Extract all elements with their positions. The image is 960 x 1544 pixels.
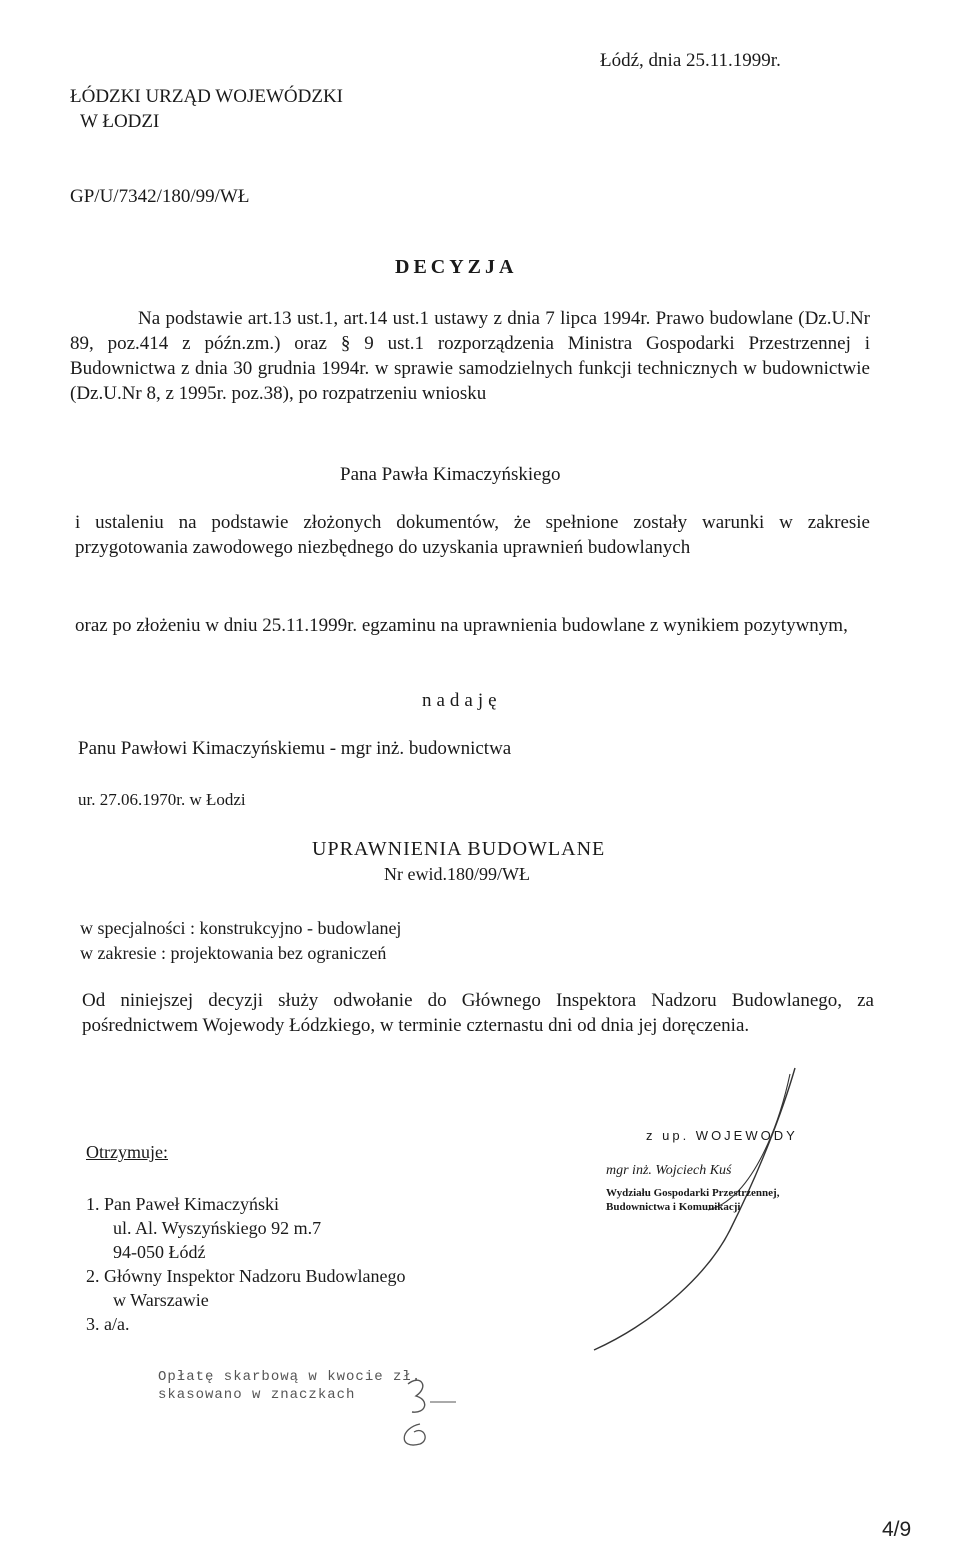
department-line: Budownictwa i Komunikacji <box>606 1201 741 1213</box>
recipients-list <box>86 1192 405 1336</box>
recipients-label: Otrzymuje: <box>86 1142 168 1162</box>
list-item: ul. Al. Wyszyńskiego 92 m.7 <box>113 1218 322 1238</box>
page-number: 4/9 <box>882 1518 912 1541</box>
list-item: 3. a/a. <box>86 1314 130 1334</box>
fee-stamp <box>158 1368 421 1404</box>
birth-info: ur. 27.06.1970r. w Łodzi <box>78 790 246 809</box>
signatory-department <box>606 1186 779 1214</box>
exam-paragraph: oraz po złożeniu w dniu 25.11.1999r. egzaminu na uprawnienia budowlane z wynikiem pozytywnym, <box>75 615 848 636</box>
issuing-office <box>70 84 343 134</box>
signature-authority: z up. WOJEWODY <box>646 1128 798 1143</box>
registry-number: Nr ewid.180/99/WŁ <box>384 864 530 884</box>
department-line: Wydziału Gospodarki Przestrzennej, <box>606 1187 780 1199</box>
list-item: 1. Pan Paweł Kimaczyński <box>86 1194 279 1214</box>
scope-line: w zakresie : projektowania bez ograniczeń <box>80 943 387 963</box>
specialty-line: w specjalności : konstrukcyjno - budowlanej <box>80 918 402 938</box>
grant-verb: nadaję <box>422 690 502 711</box>
specialty-block <box>80 916 401 966</box>
office-name: ŁÓDZKI URZĄD WOJEWÓDZKI <box>70 86 343 107</box>
place-and-date: Łódź, dnia 25.11.1999r. <box>600 50 781 71</box>
stamp-line: Opłatę skarbową w kwocie zł. <box>158 1369 422 1385</box>
applicant-name: Pana Pawła Kimaczyńskiego <box>340 464 561 485</box>
recipient-line: Panu Pawłowi Kimaczyńskiemu - mgr inż. budownictwa <box>78 738 512 759</box>
appeal-paragraph: Od niniejszej decyzji służy odwołanie do Głównego Inspektora Nadzoru Budowlanego, za pośrednictwem Wojewody Łódzkiego, w terminie czternastu dni od dnia jej doręczenia. <box>82 990 874 1036</box>
list-item: 2. Główny Inspektor Nadzoru Budowlanego <box>86 1266 406 1286</box>
stamp-initials <box>390 1366 460 1456</box>
legal-basis-paragraph: Na podstawie art.13 ust.1, art.14 ust.1 ustawy z dnia 7 lipca 1994r. Prawo budowlane (Dz.U.Nr 89, poz.414 z późn.zm.) oraz § 9 ust.1 rozporządzenia Ministra Gospodarki Przestrzennej i Budownictwa z dnia 30 grudnia 1994r. w sprawie samodzielnych funkcji technicznych w budownictwie (Dz.U.Nr 8, z 1995r. poz.38), po rozpatrzeniu wniosku <box>70 308 870 404</box>
finding-paragraph: i ustaleniu na podstawie złożonych dokumentów, że spełnione zostały warunki w zakresie przygotowania zawodowego niezbędnego do uzyskania uprawnień budowlanych <box>75 512 870 558</box>
permit-heading: UPRAWNIENIA BUDOWLANE <box>312 838 606 860</box>
signatory-name: mgr inż. Wojciech Kuś <box>606 1163 732 1178</box>
list-item: 94-050 Łódź <box>113 1242 206 1262</box>
document-title: DECYZJA <box>395 256 518 278</box>
list-item: w Warszawie <box>113 1290 209 1310</box>
stamp-line: skasowano w znaczkach <box>158 1387 356 1403</box>
reference-number: GP/U/7342/180/99/WŁ <box>70 186 250 207</box>
office-city: W ŁODZI <box>80 111 160 132</box>
